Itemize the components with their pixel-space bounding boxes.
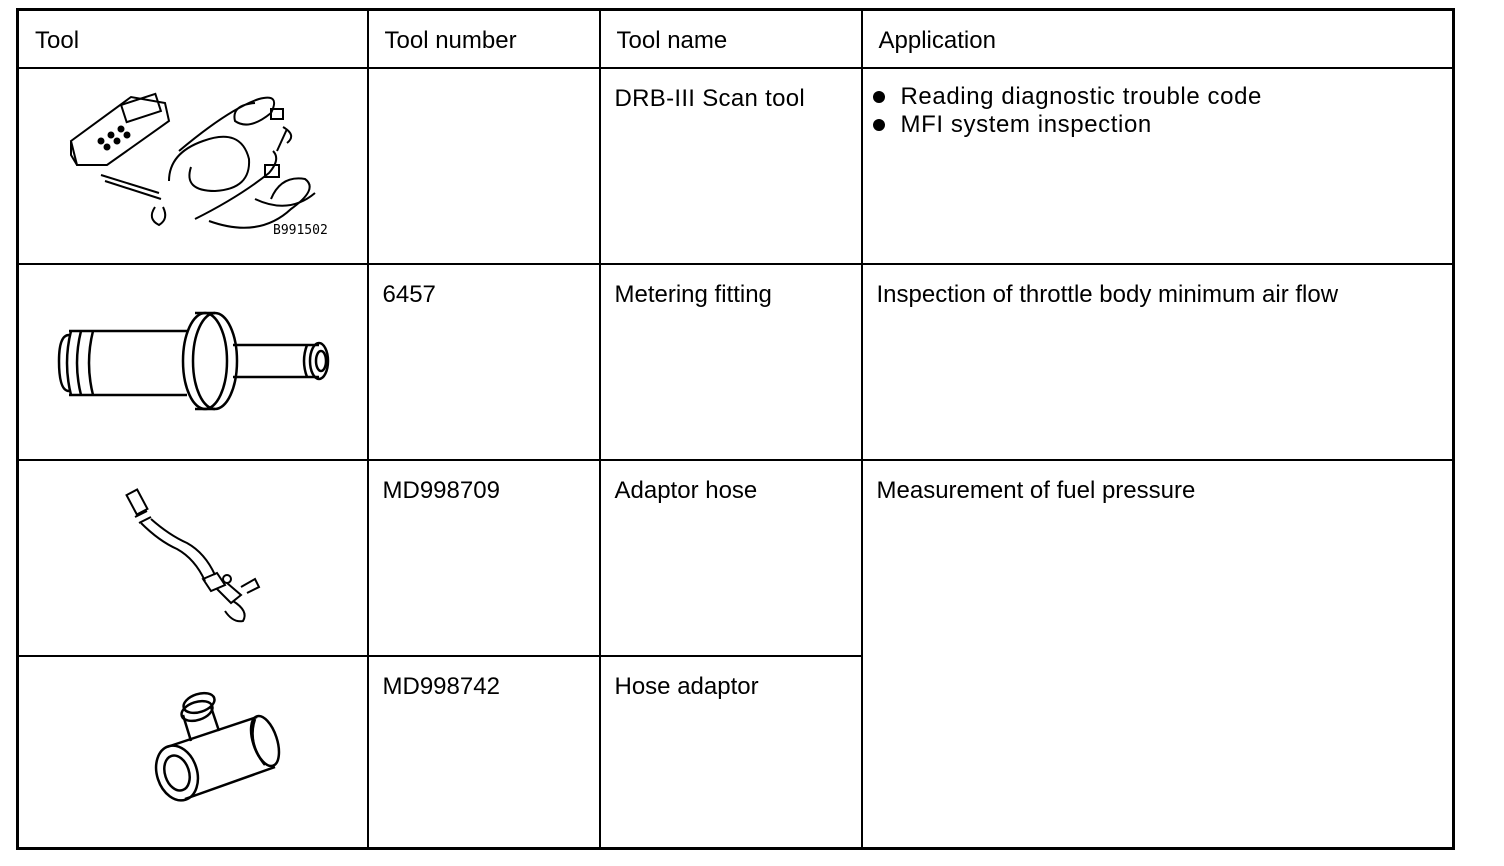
application-cell: Measurement of fuel pressure xyxy=(862,460,1454,849)
header-tool-name: Tool name xyxy=(600,10,862,68)
tool-image-cell xyxy=(18,656,368,849)
list-item: MFI system inspection xyxy=(873,111,1453,139)
bullet-icon xyxy=(873,91,885,103)
tool-image-cell xyxy=(18,68,368,264)
application-cell: Inspection of throttle body minimum air flow xyxy=(862,264,1454,460)
table-row xyxy=(18,264,1454,460)
tool-number-cell: MD998709 xyxy=(368,460,600,656)
application-cell xyxy=(862,68,1454,264)
hose-adaptor-icon xyxy=(19,657,365,847)
tool-number-cell xyxy=(368,68,600,264)
table-row xyxy=(18,460,1454,656)
tool-number-cell: MD998742 xyxy=(368,656,600,849)
tool-name-cell: Metering fitting xyxy=(600,264,862,460)
tool-name-cell: Adaptor hose xyxy=(600,460,862,656)
header-tool: Tool xyxy=(18,10,368,68)
special-tools-table xyxy=(16,8,1455,850)
tool-image-cell xyxy=(18,264,368,460)
adaptor-hose-icon xyxy=(19,461,365,655)
tool-name-cell: Hose adaptor xyxy=(600,656,862,849)
tool-number-cell: 6457 xyxy=(368,264,600,460)
table-row xyxy=(18,68,1454,264)
tool-image-cell xyxy=(18,460,368,656)
bullet-icon xyxy=(873,119,885,131)
table-header-row xyxy=(18,10,1454,68)
header-tool-number: Tool number xyxy=(368,10,600,68)
metering-fitting-icon xyxy=(19,265,365,459)
application-list xyxy=(863,69,1453,139)
header-application: Application xyxy=(862,10,1454,68)
list-item: Reading diagnostic trouble code xyxy=(873,83,1453,111)
figure-label: B991502 xyxy=(273,222,328,238)
tool-name-cell: DRB-III Scan tool xyxy=(600,68,862,264)
